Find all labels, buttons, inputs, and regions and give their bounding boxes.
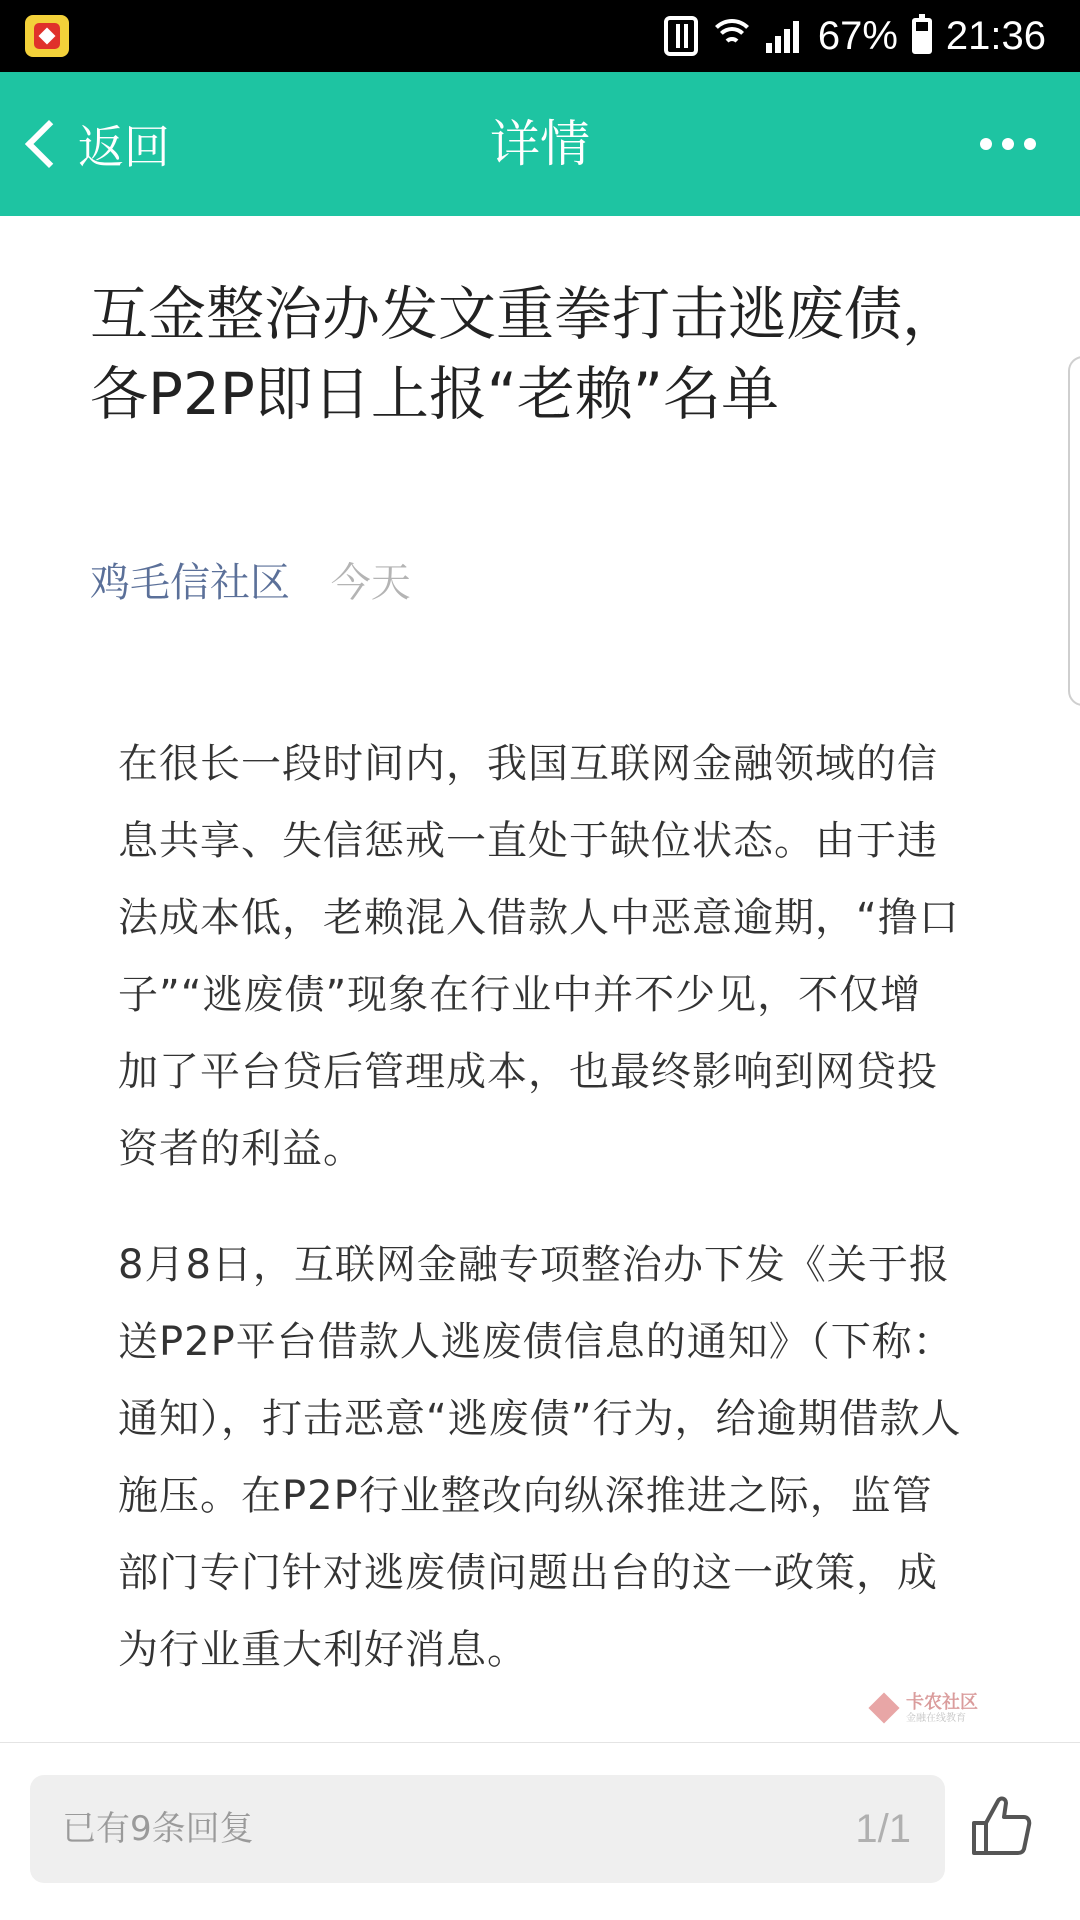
thumbs-up-icon[interactable] <box>966 1791 1036 1861</box>
publish-date: 今天 <box>330 560 411 606</box>
signal-icon <box>766 19 804 53</box>
watermark-subtitle: 金融在线教育 <box>906 1713 966 1724</box>
author-name[interactable]: 鸡毛信社区 <box>90 560 290 606</box>
page-indicator: 1/1 <box>855 1807 911 1851</box>
watermark-title: 卡农社区 <box>906 1692 978 1713</box>
back-button[interactable] <box>18 72 170 216</box>
article-paragraph: 8月8日，互联网金融专项整治办下发《关于报送P2P平台借款人逃废债信息的通知》（下称：通知），打击恶意“逃废债”行为，给逾期借款人施压。在P2P行业整改向纵深推进之际，监管部门专门针对逃废债问题出台的这一政策，成为行业重大利好消息。 <box>118 1242 962 1673</box>
wifi-icon <box>712 19 752 53</box>
clock: 21:36 <box>945 14 1046 58</box>
app-notification-icon <box>25 15 69 57</box>
more-dots-icon[interactable] <box>980 72 1036 216</box>
nfc-icon <box>664 16 698 56</box>
bottom-bar <box>0 1742 1080 1920</box>
watermark-logo-icon <box>870 1694 900 1724</box>
edge-panel-handle[interactable] <box>1068 356 1080 706</box>
status-icons <box>664 0 1046 72</box>
status-bar <box>0 0 1080 72</box>
app-bar <box>0 72 1080 216</box>
battery-icon <box>912 18 932 54</box>
article-meta <box>90 556 411 610</box>
back-chevron-icon <box>25 120 73 168</box>
battery-percent: 67% <box>817 14 898 58</box>
page-title: 详情 <box>490 115 590 173</box>
reply-count: 已有9条回复 <box>62 1809 254 1849</box>
article-title: 互金整治办发文重拳打击逃废债，各P2P即日上报“老赖”名单 <box>90 280 961 428</box>
watermark <box>870 1694 978 1724</box>
article-paragraph: 在很长一段时间内，我国互联网金融领域的信息共享、失信惩戒一直处于缺位状态。由于违法成本低，老赖混入借款人中恶意逾期，“撸口子”“逃废债”现象在行业中并不少见，不仅增加了平台贷后管理成本，也最终影响到网贷投资者的利益。 <box>118 741 960 1172</box>
reply-box[interactable] <box>30 1775 945 1883</box>
back-label: 返回 <box>78 120 170 174</box>
article-content[interactable] <box>0 216 1080 1742</box>
